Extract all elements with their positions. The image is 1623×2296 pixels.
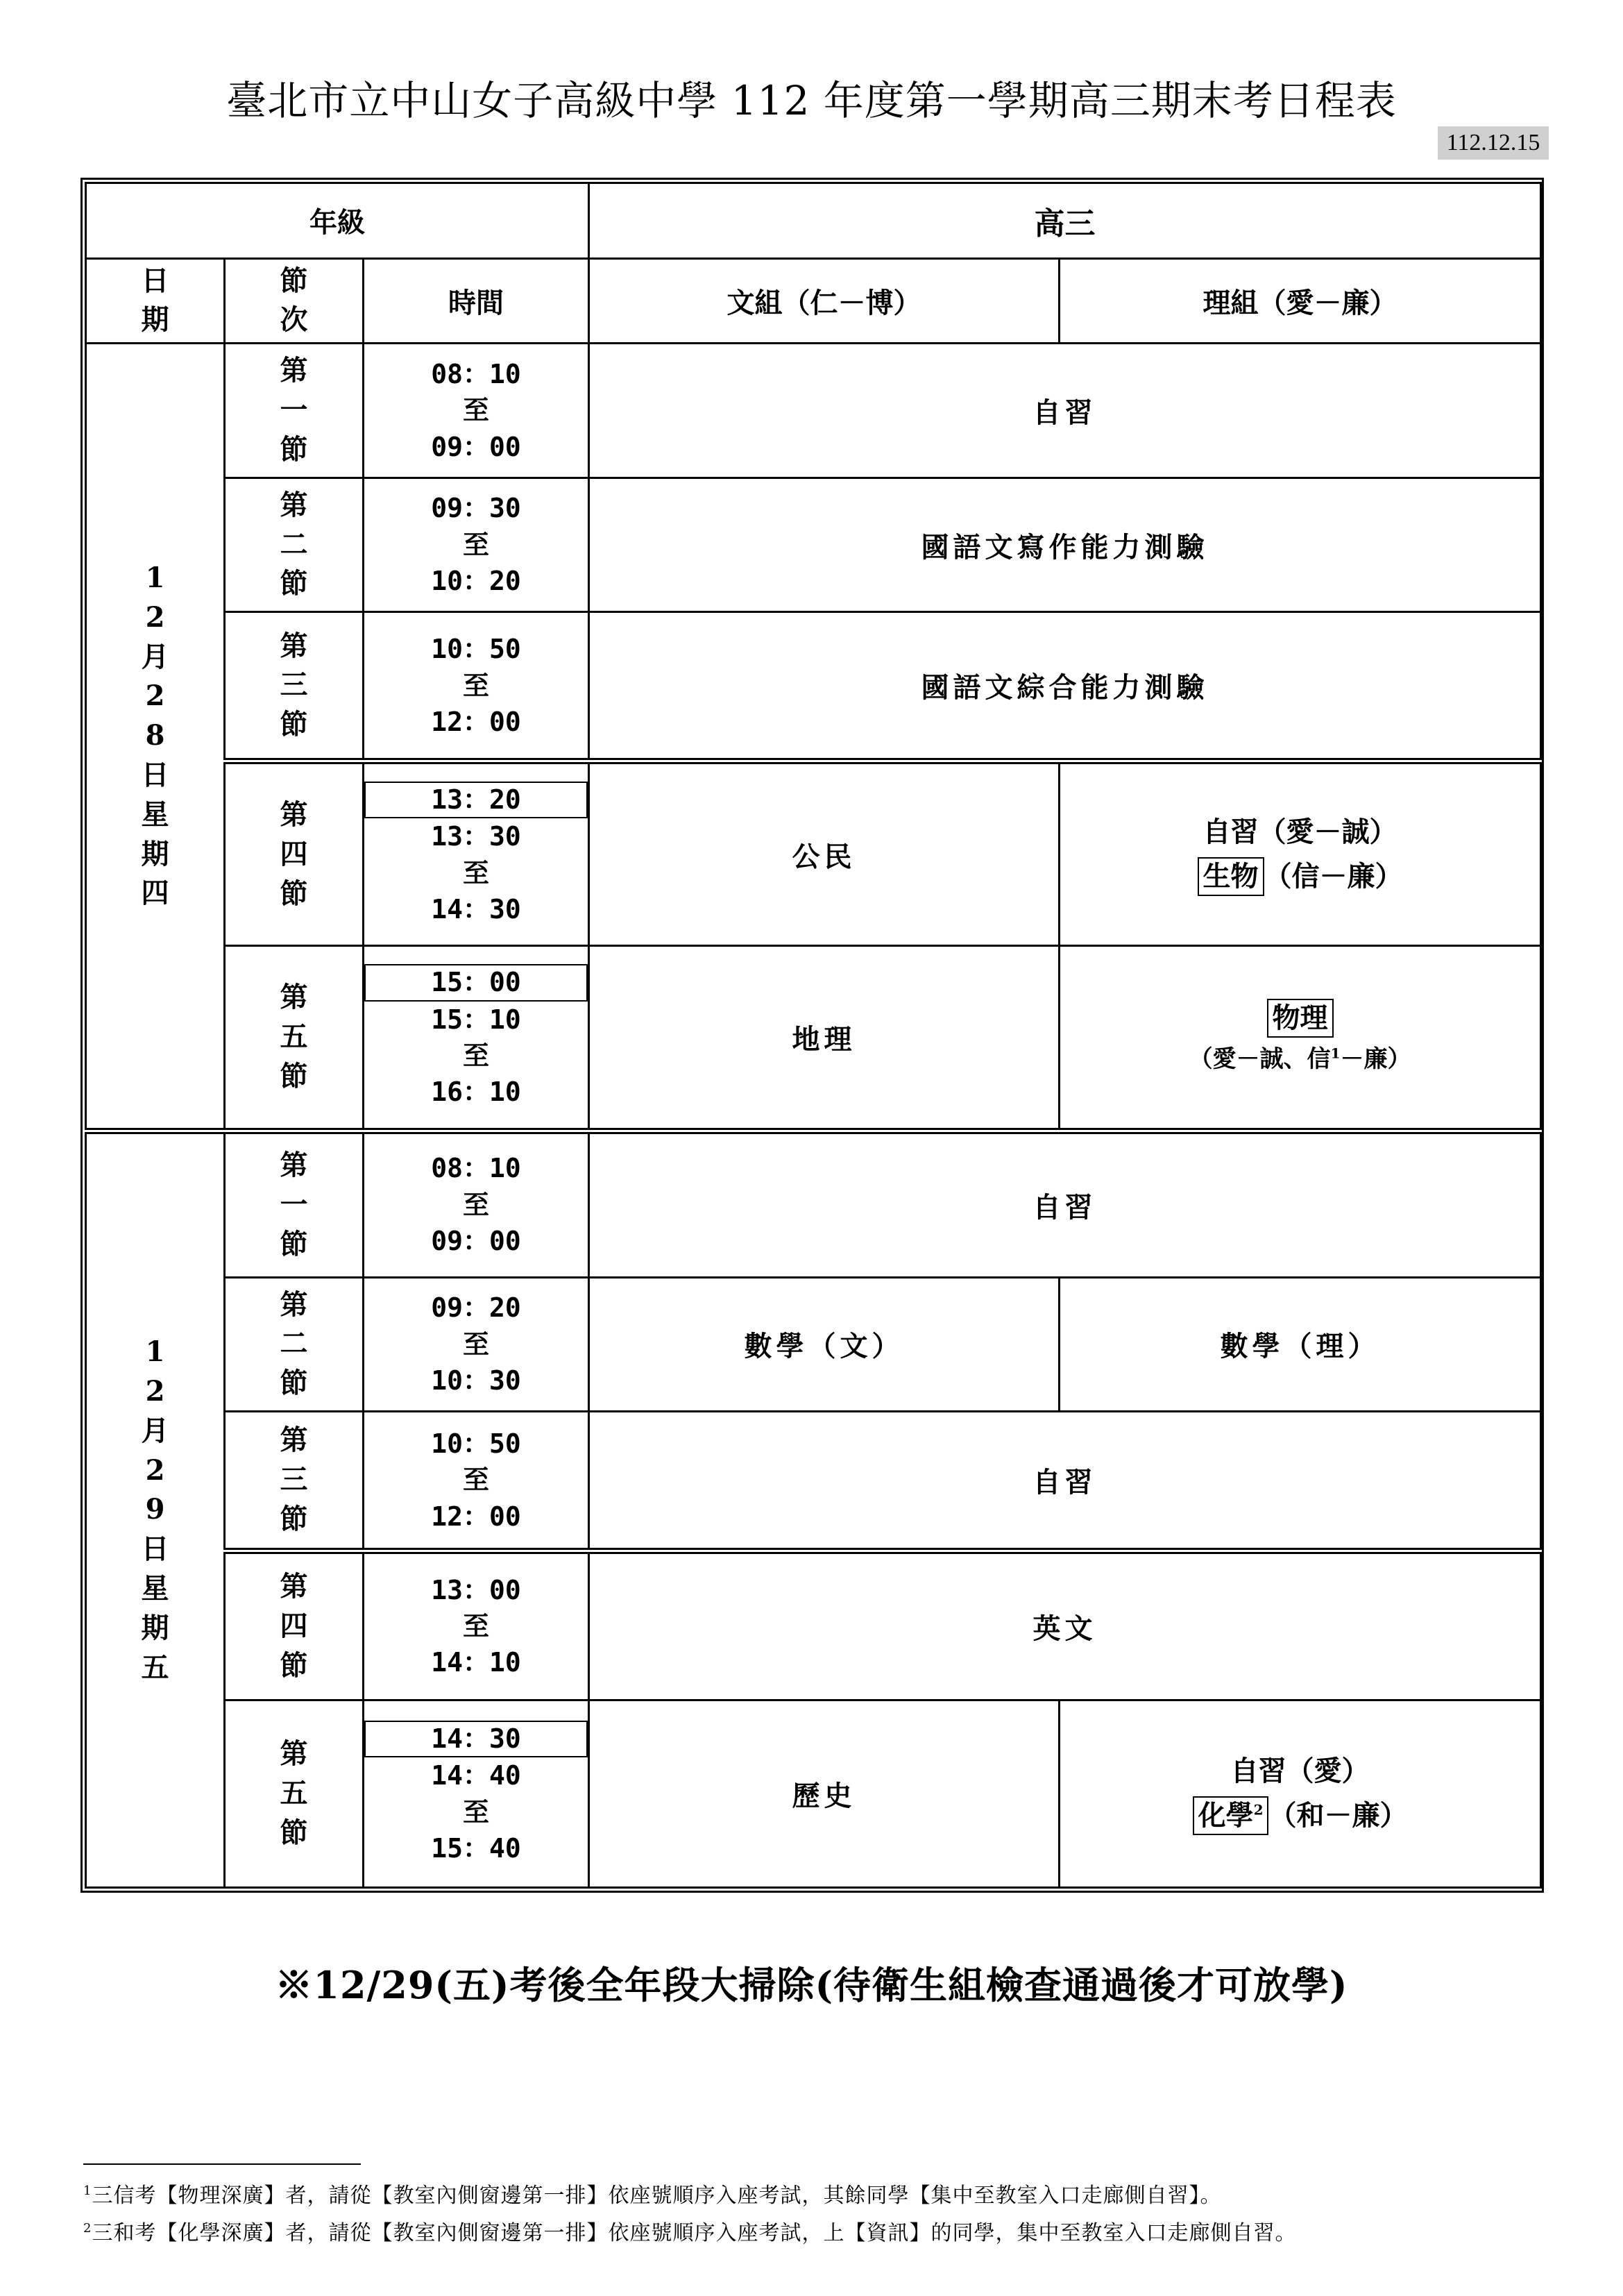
- merged-subject: 自習: [589, 344, 1541, 478]
- time-cell: 13：00 至 14：10: [364, 1551, 589, 1700]
- time-col-header: 時間: [364, 258, 589, 344]
- footnote-mark: 1: [1330, 1045, 1341, 1063]
- page-title: 臺北市立中山女子高級中學 112 年度第一學期高三期末考日程表: [226, 77, 1397, 124]
- time-cell: 08：10 至 09：00: [364, 344, 589, 478]
- arts-group-header: 文組（仁－博）: [589, 258, 1060, 344]
- period-name: 第三節: [280, 629, 308, 741]
- subject-box: 物理: [1267, 999, 1334, 1038]
- table-row: [86, 946, 1541, 1131]
- table-row: [86, 1131, 1541, 1277]
- adjusted-time-box: 14：30: [364, 1721, 588, 1757]
- merged-subject: 國語文寫作能力測驗: [589, 478, 1541, 611]
- subject-box: 化學$^2$: [1193, 1796, 1269, 1835]
- period-name: 第五節: [280, 981, 308, 1092]
- footnote-1: $^1$三信考【物理深廣】者，請從【教室內側窗邊第一排】依座號順序入座考試，其餘同學【集中至教室入口走廊側自習】。: [83, 2184, 1222, 2208]
- science-group-header: 理組（愛－廉）: [1060, 258, 1541, 344]
- schedule-table: [85, 182, 1542, 1889]
- time-cell: 10：50 至 12：00: [364, 612, 589, 761]
- time-cell: 13：20 13：30 至 14：30: [364, 761, 589, 946]
- science-subject: 自習（愛－誠） 生物 （信－廉）: [1060, 761, 1541, 946]
- time-cell: 09：30 至 10：20: [364, 478, 589, 611]
- time-cell: 14：30 14：40 至 15：40: [364, 1700, 589, 1887]
- table-row: [86, 1277, 1541, 1411]
- table-row: [86, 612, 1541, 761]
- table-row: [86, 1412, 1541, 1551]
- time-cell: 08：10 至 09：00: [364, 1131, 589, 1277]
- period-name: 第一節: [280, 354, 308, 466]
- period-name: 第四節: [280, 798, 308, 910]
- footnote-2: $^2$三和考【化學深廣】者，請從【教室內側窗邊第一排】依座號順序入座考試，上【資訊】的同學，集中至教室入口走廊側自習。: [83, 2221, 1297, 2245]
- time-cell: 09：20 至 10：30: [364, 1277, 589, 1411]
- time-cell: 10：50 至 12：00: [364, 1412, 589, 1551]
- period-name: 第四節: [280, 1569, 308, 1682]
- table-row: [86, 344, 1541, 478]
- merged-subject: 自習: [589, 1412, 1541, 1551]
- day-date: 12月28日星期四: [141, 561, 169, 910]
- grade-value: 高三: [589, 183, 1541, 259]
- adjusted-time-box: 13：20: [364, 782, 588, 818]
- arts-subject: 公民: [589, 761, 1060, 946]
- grade-row: [86, 183, 1541, 259]
- footnote-divider: [83, 2163, 361, 2165]
- table-row: [86, 478, 1541, 611]
- period-name: 第三節: [280, 1424, 308, 1535]
- period-name: 第二節: [280, 488, 308, 600]
- date-tag: 112.12.15: [1438, 126, 1549, 160]
- footnote-mark: 2: [1253, 1802, 1264, 1818]
- period-name: 第一節: [280, 1148, 308, 1260]
- time-cell: 15：00 15：10 至 16：10: [364, 946, 589, 1131]
- table-row: [86, 1551, 1541, 1700]
- period-col-header: 節次: [280, 264, 308, 337]
- merged-subject: 國語文綜合能力測驗: [589, 612, 1541, 761]
- arts-subject: 歷史: [589, 1700, 1060, 1887]
- subject-box: 生物: [1198, 857, 1264, 896]
- table-row: [86, 761, 1541, 946]
- date-col-header: 日期: [141, 264, 169, 337]
- grade-label: 年級: [86, 183, 589, 259]
- science-subject: 自習（愛） 化學$^2$ （和－廉）: [1060, 1700, 1541, 1887]
- column-header-row: [86, 258, 1541, 344]
- merged-subject: 英文: [589, 1551, 1541, 1700]
- day-date: 12月29日星期五: [141, 1335, 169, 1684]
- period-name: 第二節: [280, 1288, 308, 1400]
- merged-subject: 自習: [589, 1131, 1541, 1277]
- cleanup-notice: ※12/29(五)考後全年段大掃除(待衛生組檢查通過後才可放學): [275, 1963, 1348, 2007]
- science-subject: 物理 （愛－誠、信$^1$－廉）: [1060, 946, 1541, 1131]
- arts-subject: 數學（文）: [589, 1277, 1060, 1411]
- table-row: [86, 1700, 1541, 1887]
- adjusted-time-box: 15：00: [364, 964, 588, 1001]
- arts-subject: 地理: [589, 946, 1060, 1131]
- period-name: 第五節: [280, 1737, 308, 1849]
- science-subject: 數學（理）: [1060, 1277, 1541, 1411]
